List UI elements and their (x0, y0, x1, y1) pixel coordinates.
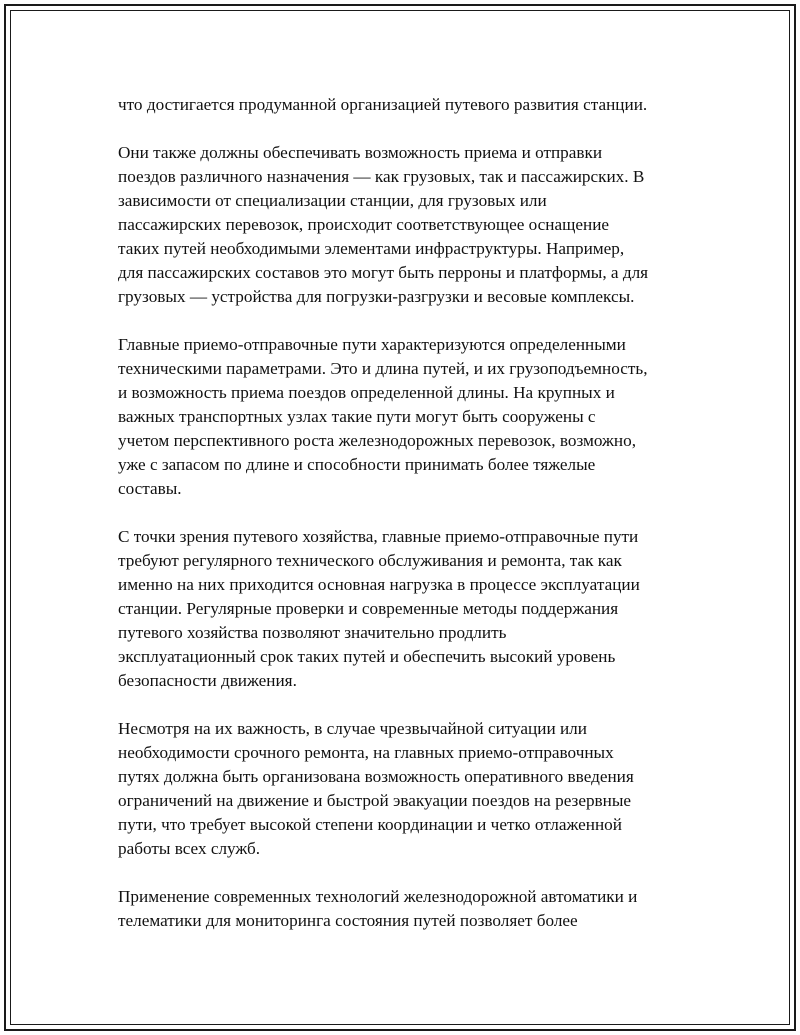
paragraph: С точки зрения путевого хозяйства, главные приемо-отправочные пути требуют регулярного технического обслуживания и ремонта, так как именно на них приходится основная нагрузка в процессе эксплуатации станции. Регулярные проверки и современные методы поддержания путевого хозяйства позволяют значительно продлить эксплуатационный срок таких путей и обеспечить высокий уровень безопасности движения. (118, 527, 640, 690)
paragraph: Главные приемо-отправочные пути характеризуются определенными техническими параметрами. Это и длина путей, и их грузоподъемность, и возможность приема поездов определенной длины. На крупных и важных транспортных узлах такие пути могут быть сооружены с учетом перспективного роста железнодорожных перевозок, возможно, уже с запасом по длине и способности принимать более тяжелые составы. (118, 335, 648, 498)
paragraph: Несмотря на их важность, в случае чрезвычайной ситуации или необходимости срочного ремонта, на главных приемо-отправочных путях должна быть организована возможность оперативного введения ограничений на движение и быстрой эвакуации поездов на резервные пути, что требует высокой степени координации и четко отлаженной работы всех служб. (118, 719, 634, 858)
paragraph: что достигается продуманной организацией путевого развития станции. (118, 95, 648, 114)
document-body (118, 93, 698, 957)
paragraph: Применение современных технологий железнодорожной автоматики и телематики для мониторинга состояния путей позволяет более (118, 887, 638, 930)
paragraph: Они также должны обеспечивать возможность приема и отправки поездов различного назначения — как грузовых, так и пассажирских. В зависимости от специализации станции, для грузовых или пассажирских перевозок, происходит соответствующее оснащение таких путей необходимыми элементами инфраструктуры. Например, для пассажирских составов это могут быть перроны и платформы, а для грузовых — устройства для погрузки-разгрузки и весовые комплексы. (118, 143, 649, 306)
